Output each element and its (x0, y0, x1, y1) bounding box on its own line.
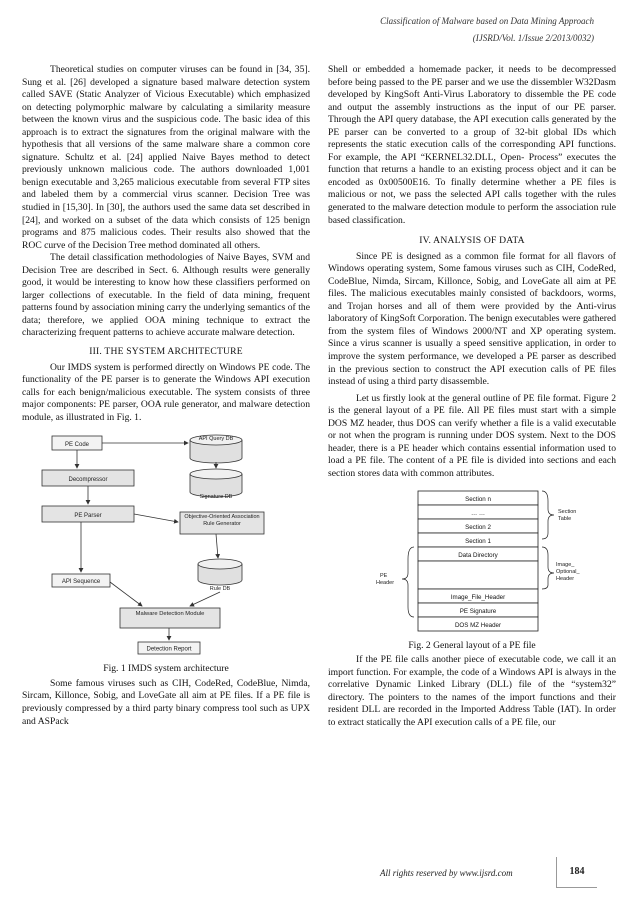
fig1-system-architecture-diagram (30, 430, 300, 660)
section-1-label: Section 1 (465, 537, 491, 545)
fig2-pe-file-layout-diagram (348, 487, 598, 637)
optional-header-label-2: Optional_ (556, 568, 580, 575)
optional-header-label-3: Header (556, 575, 575, 582)
section-n-label: Section n (465, 495, 491, 503)
fig1-caption: Fig. 1 IMDS system architecture (103, 663, 229, 675)
decompressor-label: Decompressor (68, 477, 108, 484)
rule-db-label: Rule DB (209, 586, 231, 593)
section-3-heading: III. THE SYSTEM ARCHITECTURE (89, 346, 243, 358)
left-paragraph-2: The detail classification methodologies of Naive Bayes, SVM and Decision Tree are described in Sect. 6. Although results were generally good, it would be interesting to know how these classifiers performed on larger collections of executable. In the field of data mining, frequent patterns found by association mining carry the underlying semantics of the data; therefore, we applied OOA mining technique to extract the characterizing frequent patterns to achieve accurate malware detection. (22, 252, 310, 339)
left-paragraph-3: Our IMDS system is performed directly on Windows PE code. The functionality of the PE parser is to generate the Windows API execution calls for each benign/malicious executable. The system consists of three major components: PE parser, OOA rule generator, and malware detection module, as illustrated in Fig. 1. (22, 361, 310, 423)
section-table-label-2: Table (558, 515, 572, 522)
malware-detection-module-text (120, 608, 220, 628)
optional-header-label-1: Image_ (556, 561, 575, 568)
ooa-rule-generator-label: Objective-Oriented Association Rule Generator (184, 514, 260, 527)
section-table-brace (542, 491, 554, 539)
right-paragraph-2: Since PE is designed as a common file format for all flavors of Windows operating system, Some famous viruses such as CIH, CodeRed, CodeBlue, Nimda, Sircam, Killonce, Sobig, and LoveGate all aim at PE files. The malicious executables mainly consisted of backdoors, worms, and Trojan horses and all of them were provided by the Anti-virus laboratory of KingSoft Corporation. The benign executables were gathered from the system files of Windows 2000/NT and XP operating system. Since a virus scanner is usually a speed sensitive application, in order to improve the system performance, we developed a PE parser as described in the previous section to construct the API execution calls of PE files instead of using a third party disassemble. (328, 250, 616, 388)
left-paragraph-4: Some famous viruses such as CIH, CodeRed, CodeBlue, Nimda, Sircam, Killonce, Sobig, and LoveGate all aim at PE files. If a PE file is previously compressed by a third party binary compress tool such as UPX and ASPack (22, 677, 310, 727)
pe-parser-label: PE Parser (74, 513, 102, 520)
api-sequence-label: API Sequence (61, 579, 101, 586)
left-column (22, 64, 310, 728)
data-directory-label: Data Directory (458, 551, 498, 559)
pe-header-label-2: Header (376, 579, 395, 586)
api-query-db-label: API Query DB (198, 436, 234, 443)
fig2-caption: Fig. 2 General layout of a PE file (408, 639, 536, 651)
page-number: 184 (556, 857, 597, 888)
right-paragraph-4: If the PE file calls another piece of executable code, we call it an import function. For example, the code of a Windows API is always in the correlative Dynamic Linked Library (DLL) file of the “system32” directory. The pointers to the names of the import functions and their resident DLL are recorded in the Imported Address Table (IAT). In order to extract statically the API execution calls of a PE file, our (328, 654, 616, 728)
dos-mz-header-label: DOS MZ Header (454, 621, 502, 629)
section-table-label-1: Section (558, 508, 577, 515)
malware-detection-module-label: Malware Detection Module (135, 611, 205, 618)
right-paragraph-3: Let us firstly look at the general outline of PE file format. Figure 2 is the general layout of a PE file. All PE files must start with a simple DOS MZ header, thus DOS can verify whether a file is a valid executable or not when the program is running under DOS system. Next to the DOS header, there is a PE header which contains essential information used to load a PE file. The content of a PE file is divided into sections and each section stores data with common attributes. (328, 392, 616, 479)
rule-db-cylinder (198, 559, 242, 585)
signature-db-cylinder (190, 469, 242, 497)
section-2-label: Section 2 (465, 523, 491, 531)
section-dots-label: … … (470, 509, 486, 517)
header-journal: (IJSRD/Vol. 1/Issue 2/2013/0032) (472, 33, 594, 43)
footer-rights: All rights reserved by www.ijsrd.com (380, 868, 513, 878)
ooa-rule-generator-text (180, 512, 264, 534)
left-paragraph-1: Theoretical studies on computer viruses can be found in [34, 35]. Sung et al. [26] developed a signature based malware detection system called SAVE (Static Analyzer of Vicious Executable) which emphasized on detecting polymorphic malware by calculating a similarity measure between the known virus and the suspicious code. The basic idea of this approach is to extract the signatures from the original malware with the hypothesis that all versions of the same malware share a common core signature. Schultz et al. [24] applied Naive Bayes method to detect previously unknown malicious code. The authors downloaded 1,001 benign executable and 3,265 malicious executable from several FTP sites and labeled them by a commercial virus scanner. Decision Tree was studied in [15,30]. In [30], the authors used the same data set described in [24], and worked on a subset of the data which consists of 125 benign programs and 875 malicious codes. Their results also showed that the ROC curve of the Decision Tree method dominated all others. (22, 64, 310, 251)
section-4-heading: IV. ANALYSIS OF DATA (419, 235, 525, 247)
running-header (380, 13, 594, 47)
pe-header-label-1: PE (380, 572, 388, 579)
optional-header-brace (542, 547, 554, 589)
header-title: Classification of Malware based on Data Mining Approach (380, 16, 594, 26)
image-file-header-label: Image_File_Header (450, 593, 506, 601)
pe-header-brace (402, 547, 414, 617)
right-paragraph-1: Shell or embedded a homemade packer, it needs to be decompressed before being passed to the PE parser and we use the dissembler W32Dasm developed by KingSoft Anti-Virus Laboratory to dissemble the PE code and output the assembly instructions as the input of our PE parser. Through the API query database, the API execution calls generated by the PE parser can be converted to a group of 32-bit global IDs which represents the static execution calls of the corresponding API functions. For example, the API “KERNEL32.DLL, Open- Process” executes the function that returns a handle to an existing process object and it can be encoded as 0x00500E16. To finally determine whether a PE files is malicious or not, we pass the selected API calls together with the rules generated to the malware detection module to perform the association rule based classification. (328, 64, 616, 226)
signature-db-label: Signature DB (199, 494, 233, 501)
pe-code-label: PE Code (64, 442, 90, 449)
detection-report-label: Detection Report (146, 646, 192, 653)
right-column (328, 64, 616, 729)
pe-signature-label: PE Signature (459, 607, 497, 615)
